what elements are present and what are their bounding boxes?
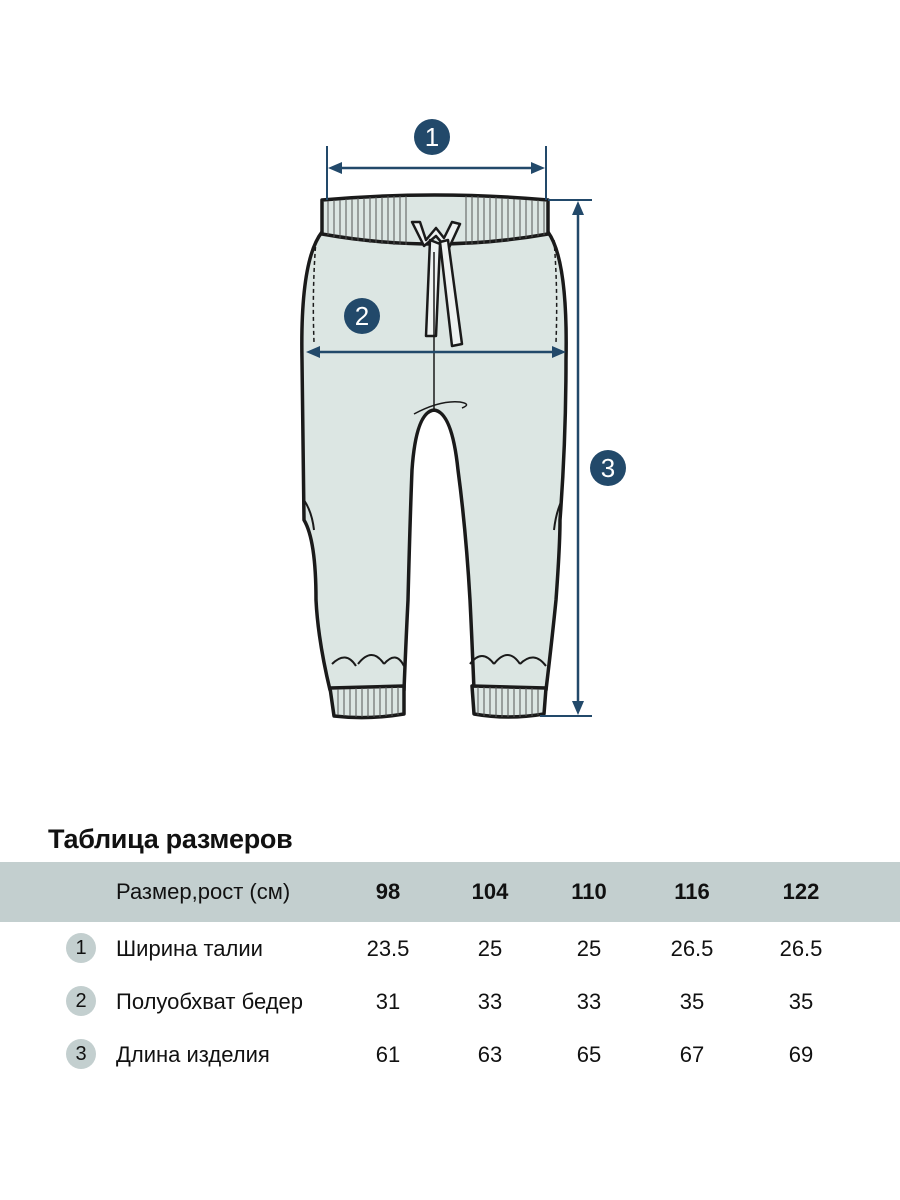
header-label: Размер,рост (см) (116, 879, 291, 904)
size-98: 98 (375, 879, 401, 904)
size-122: 122 (782, 879, 820, 904)
marker-3-label: 3 (600, 453, 616, 483)
table-cell: 26.5 (670, 935, 714, 961)
row-label: Полуобхват бедер (116, 988, 304, 1014)
table-cell: 26.5 (779, 935, 823, 961)
row-label: Ширина талии (116, 935, 263, 961)
table-cell: 23.5 (366, 935, 410, 961)
size-table-title: Таблица размеров (48, 824, 293, 854)
row-number-badge: 3 (66, 1039, 96, 1069)
table-cell: 65 (576, 1041, 602, 1067)
size-104: 104 (471, 879, 509, 904)
table-cell: 25 (477, 935, 503, 961)
row-label: Длина изделия (116, 1041, 270, 1067)
right-cuff (472, 686, 546, 717)
table-cell: 31 (375, 988, 401, 1014)
pants-illustration (302, 195, 566, 718)
table-cell: 33 (477, 988, 503, 1014)
marker-2-label: 2 (354, 301, 370, 331)
table-cell: 61 (375, 1041, 401, 1067)
table-cell: 35 (788, 988, 814, 1014)
left-cuff (330, 686, 404, 718)
table-cell: 25 (576, 935, 602, 961)
marker-1-label: 1 (424, 122, 440, 152)
table-row (0, 922, 900, 975)
size-table-header (0, 862, 900, 922)
table-row (0, 975, 900, 1028)
size-116: 116 (674, 879, 710, 904)
size-table (0, 862, 900, 1081)
table-row (0, 1028, 900, 1081)
cuff-ribbing (338, 687, 538, 717)
size-110: 110 (571, 879, 607, 904)
table-cell: 35 (679, 988, 705, 1014)
table-cell: 67 (679, 1041, 705, 1067)
table-cell: 33 (576, 988, 602, 1014)
table-cell: 69 (788, 1041, 814, 1067)
row-number-badge: 2 (66, 986, 96, 1016)
row-number-badge: 1 (66, 933, 96, 963)
table-cell: 63 (477, 1041, 503, 1067)
